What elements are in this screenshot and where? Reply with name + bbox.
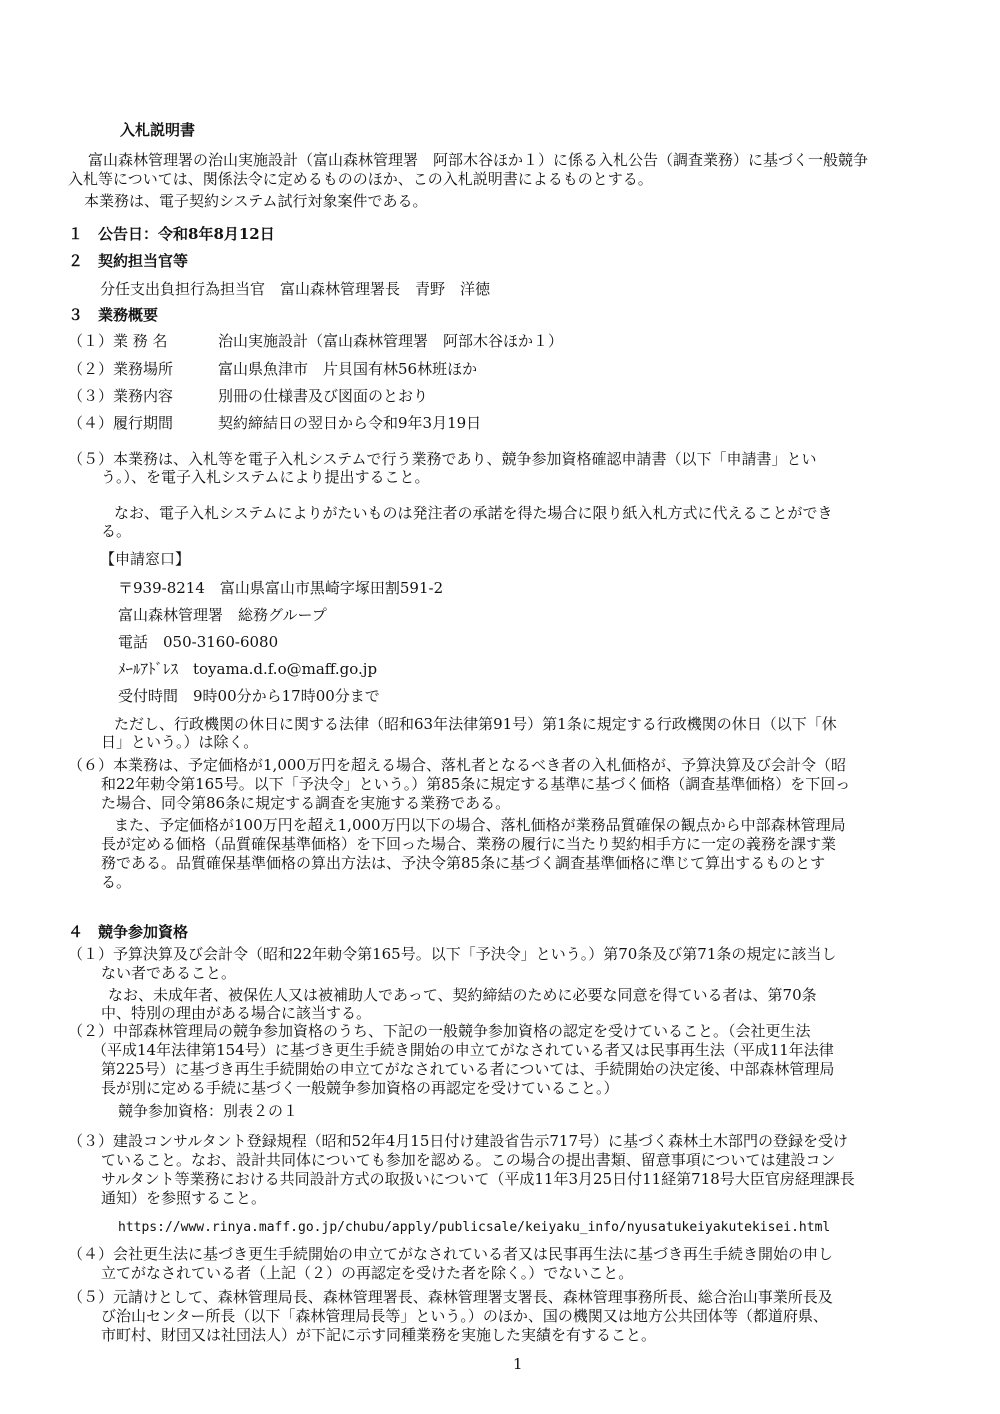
eligibility-3-line-3: サルタント等業務における共同設計方式の取扱いについて（平成11年3月25日付11経第718号大臣官房経理課長	[101, 1170, 855, 1188]
application-window-heading: 【申請窓口】	[100, 550, 191, 568]
overview-label-2: （２）業務場所	[68, 360, 174, 378]
overview-value-3: 別冊の仕様書及び図面のとおり	[218, 387, 429, 405]
overview-label-4: （４）履行期間	[68, 414, 174, 432]
overview-value-2: 富山県魚津市 片貝国有林56林班ほか	[218, 360, 478, 378]
window-hours: 受付時間 9時00分から17時00分まで	[118, 687, 380, 705]
survey-price-line-1: （６）本業務は、予定価格が1,000万円を超える場合、落札者となるべき者の入札価格が、予算決算及び会計令（昭	[68, 756, 846, 774]
eligibility-3-line-1: （３）建設コンサルタント登録規程（昭和52年4月15日付け建設省告示717号）に基づく森林土木部門の登録を受け	[68, 1132, 849, 1150]
holiday-note-line-2: 日」という。）は除く。	[101, 733, 259, 751]
eligibility-4-line-2: 立てがなされている者（上記（２）の再認定を受けた者を除く。）でないこと。	[101, 1264, 634, 1282]
eligibility-2-line-2: （平成14年法律第154号）に基づき更生手続き開始の申立てがなされている者又は民事再生法（平成11年法律	[92, 1041, 834, 1059]
window-email: ﾒｰﾙｱﾄﾞﾚｽ toyama.d.f.o@maff.go.jp	[118, 660, 378, 678]
eligibility-1-line-4: 中、特別の理由がある場合に該当する。	[101, 1004, 372, 1022]
eligibility-3-line-2: ていること。なお、設計共同体についても参加を認める。この場合の提出書類、留意事項については建設コン	[101, 1151, 836, 1169]
reference-url-link[interactable]: https://www.rinya.maff.go.jp/chubu/apply/publicsale/keiyaku_info/nyusatukeiyakutekisei.html	[118, 1220, 831, 1235]
overview-value-4: 契約締結日の翌日から令和9年3月19日	[218, 414, 482, 432]
eligibility-2-line-4: 長が別に定める手続に基づく一般競争参加資格の再認定を受けていること。）	[101, 1079, 619, 1097]
intro-line-1: 富山森林管理署の治山実施設計（富山森林管理署 阿部木谷ほか１）に係る入札公告（調査業務）に基づく一般競争	[88, 151, 869, 169]
section-2-heading: ２ 契約担当官等	[68, 252, 189, 270]
overview-label-1: （１）業 務 名	[68, 332, 168, 350]
intro-line-3: 本業務は、電子契約システム試行対象案件である。	[84, 192, 428, 210]
eligibility-5-line-1: （５）元請けとして、森林管理局長、森林管理署長、森林管理署支署長、森林管理事務所長、総合治山事業所長及	[68, 1288, 833, 1306]
survey-price-line-3: た場合、同令第86条に規定する調査を実施する業務である。	[101, 794, 511, 812]
section-3-heading: ３ 業務概要	[68, 306, 159, 324]
eligibility-4-line-1: （４）会社更生法に基づき更生手続開始の申立てがなされている者又は民事再生法に基づき再生手続き開始の申し	[68, 1245, 834, 1263]
quality-price-line-4: る。	[101, 873, 132, 891]
quality-price-line-1: また、予定価格が100万円を超え1,000万円以下の場合、落札価格が業務品質確保の観点から中部森林管理局	[114, 816, 846, 834]
window-phone: 電話 050-3160-6080	[118, 633, 279, 651]
quality-price-line-3: 務である。品質確保基準価格の算出方法は、予決令第85条に基づく調査基準価格に準じて算出するものとす	[101, 854, 826, 872]
eligibility-5-line-2: び治山センター所長（以下「森林管理局長等」という。）のほか、国の機関又は地方公共団体等（都道府県、	[101, 1307, 828, 1325]
eligibility-1-line-2: ない者であること。	[101, 964, 237, 982]
quality-price-line-2: 長が定める価格（品質確保基準価格）を下回った場合、業務の履行に当たり契約相手方に一定の義務を課す業	[101, 835, 837, 853]
paper-bid-line-1: なお、電子入札システムによりがたいものは発注者の承諾を得た場合に限り紙入札方式に代えることができ	[114, 504, 833, 522]
section-1-heading: １ 公告日：令和8年8月12日	[68, 225, 275, 243]
contract-officer: 分任支出負担行為担当官 富山森林管理署長 青野 洋徳	[100, 280, 491, 298]
eligibility-2-line-1: （２）中部森林管理局の競争参加資格のうち、下記の一般競争参加資格の認定を受けていること。（会社更生法	[68, 1022, 811, 1040]
window-office: 富山森林管理署 総務グループ	[118, 606, 327, 624]
eligibility-2-line-3: 第225号）に基づき再生手続開始の申立てがなされている者については、手続開始の決定後、中部森林管理局	[101, 1060, 835, 1078]
eligibility-3-line-4: 通知）を参照すること。	[101, 1189, 267, 1207]
intro-line-2: 入札等については、関係法令に定めるもののほか、この入札説明書によるものとする。	[68, 170, 653, 188]
document-title: 入札説明書	[120, 121, 196, 139]
holiday-note-line-1: ただし、行政機関の休日に関する法律（昭和63年法律第91号）第1条に規定する行政機関の休日（以下「休	[114, 715, 837, 733]
eligibility-1-line-3: なお、未成年者、被保佐人又は被補助人であって、契約締結のために必要な同意を得ている者は、第70条	[108, 986, 817, 1004]
electronic-bid-line-2: う。）、を電子入札システムにより提出すること。	[101, 468, 430, 486]
window-address: 〒939-8214 富山県富山市黒崎字塚田割591-2	[118, 579, 444, 597]
electronic-bid-line-1: （５）本業務は、入札等を電子入札システムで行う業務であり、競争参加資格確認申請書（以下「申請書」とい	[68, 450, 817, 468]
overview-value-1: 治山実施設計（富山森林管理署 阿部木谷ほか１）	[218, 332, 564, 350]
eligibility-2-grade: 競争参加資格：別表２の１	[118, 1102, 299, 1120]
eligibility-5-line-3: 市町村、財団又は社団法人）が下記に示す同種業務を実施した実績を有すること。	[101, 1326, 657, 1344]
overview-label-3: （３）業務内容	[68, 387, 174, 405]
page-number: 1	[513, 1355, 523, 1373]
eligibility-1-line-1: （１）予算決算及び会計令（昭和22年勅令第165号。以下「予決令」という。）第70条及び第71条の規定に該当し	[68, 945, 837, 963]
paper-bid-line-2: る。	[101, 522, 132, 540]
survey-price-line-2: 和22年勅令第165号。以下「予決令」という。）第85条に規定する基準に基づく価格（調査基準価格）を下回っ	[101, 775, 851, 793]
section-4-heading: ４ 競争参加資格	[68, 923, 189, 941]
